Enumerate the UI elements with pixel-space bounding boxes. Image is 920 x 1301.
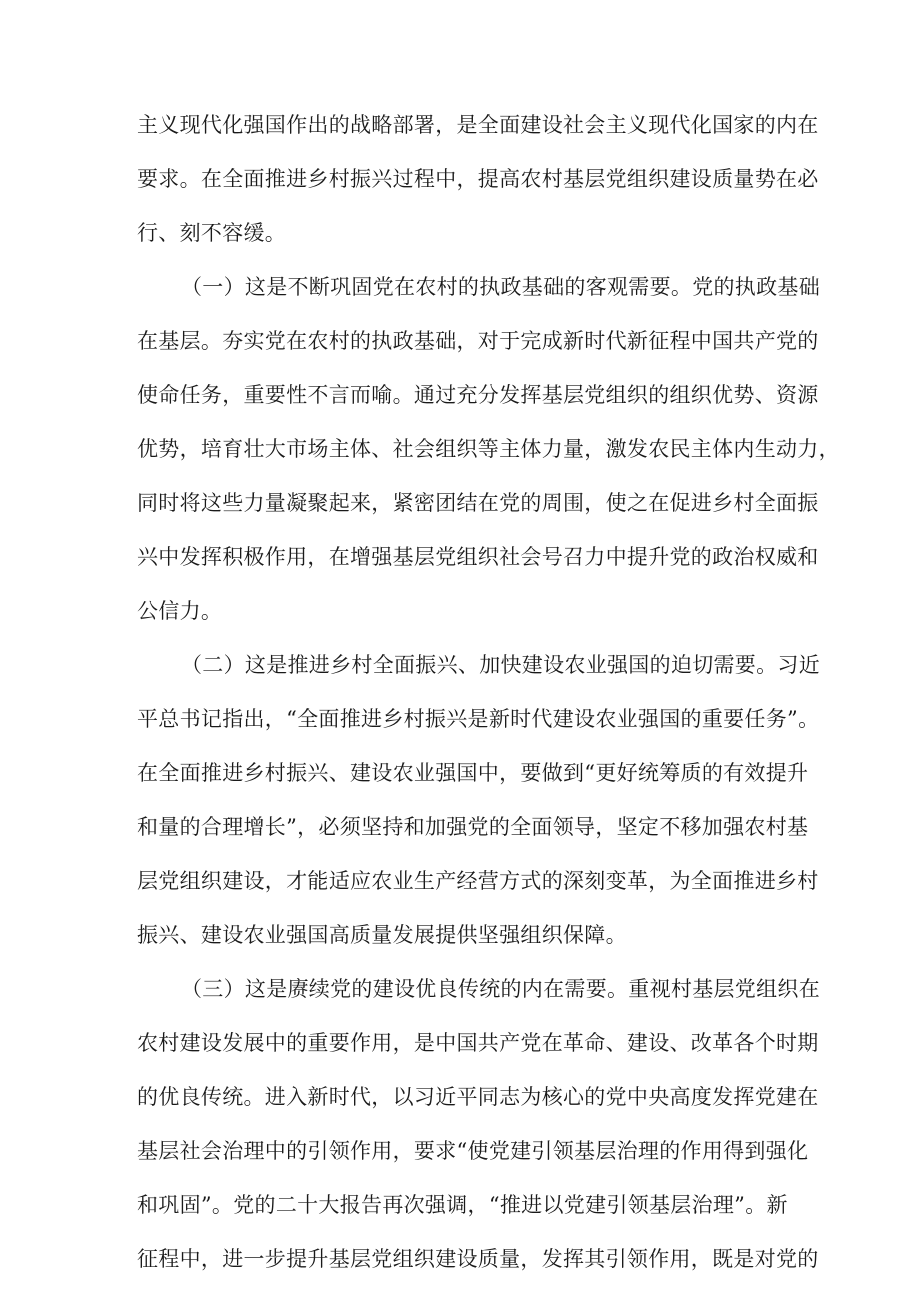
text-line: 行、刻不容缓。	[137, 221, 287, 245]
text-line: （二）这是推进乡村全面振兴、加快建设农业强国的迫切需要。习近	[181, 653, 820, 677]
text-line: 主义现代化强国作出的战略部署，是全面建设社会主义现代化国家的内在	[137, 113, 819, 137]
paragraph-three	[137, 962, 820, 1286]
text-line: 使命任务，重要性不言而喻。通过充分发挥基层党组织的组织优势、资源	[137, 383, 819, 407]
text-line: 基层社会治理中的引领作用，要求“使党建引领基层治理的作用得到强化	[137, 1139, 809, 1163]
paragraph-one	[137, 260, 840, 638]
text-line: （一）这是不断巩固党在农村的执政基础的客观需要。党的执政基础	[181, 275, 820, 299]
text-line: 农村建设发展中的重要作用，是中国共产党在革命、建设、改革各个时期	[137, 1031, 819, 1055]
text-line: 振兴、建设农业强国高质量发展提供坚强组织保障。	[137, 923, 627, 947]
document-body	[137, 98, 840, 1286]
text-line: 在基层。夯实党在农村的执政基础，对于完成新时代新征程中国共产党的	[137, 329, 819, 353]
text-line: 的优良传统。进入新时代，以习近平同志为核心的党中央高度发挥党建在	[137, 1085, 819, 1109]
text-line: 兴中发挥积极作用，在增强基层党组织社会号召力中提升党的政治权威和	[137, 545, 819, 569]
text-line: 在全面推进乡村振兴、建设农业强国中，要做到“更好统筹质的有效提升	[137, 761, 809, 785]
text-line: 平总书记指出，“全面推进乡村振兴是新时代建设农业强国的重要任务”。	[137, 707, 820, 731]
paragraph-intro	[137, 98, 819, 260]
text-line: 和巩固”。党的二十大报告再次强调，“推进以党建引领基层治理”。新	[137, 1193, 788, 1217]
text-line: 公信力。	[137, 599, 223, 623]
text-line: （三）这是赓续党的建设优良传统的内在需要。重视村基层党组织在	[181, 977, 820, 1001]
text-line: 和量的合理增长”，必须坚持和加强党的全面领导，坚定不移加强农村基	[137, 815, 809, 839]
text-line: 要求。在全面推进乡村振兴过程中，提高农村基层党组织建设质量势在必	[137, 167, 819, 191]
text-line: 层党组织建设，才能适应农业生产经营方式的深刻变革，为全面推进乡村	[137, 869, 819, 893]
paragraph-two	[137, 638, 820, 962]
text-line: 征程中，进一步提升基层党组织建设质量，发挥其引领作用，既是对党的	[137, 1247, 819, 1271]
text-line: 同时将这些力量凝聚起来，紧密团结在党的周围，使之在促进乡村全面振	[137, 491, 819, 515]
text-line: 优势，培育壮大市场主体、社会组织等主体力量，激发农民主体内生动力，	[137, 437, 840, 461]
